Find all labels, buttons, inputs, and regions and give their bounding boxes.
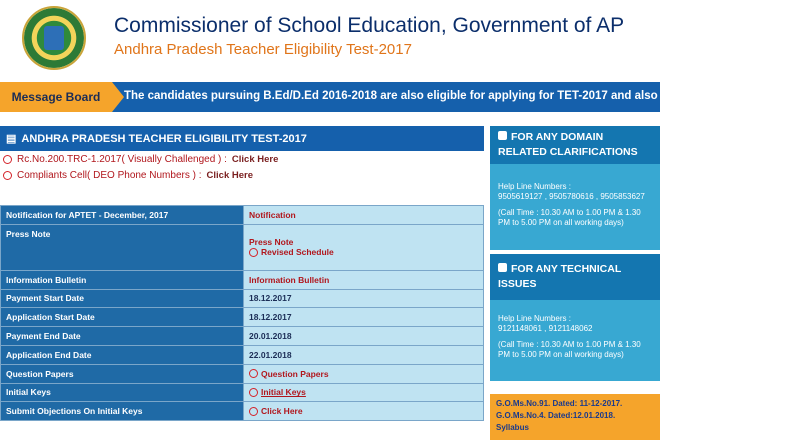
table-row bbox=[1, 308, 484, 327]
spacer bbox=[0, 183, 484, 205]
row-label: Press Note bbox=[1, 224, 244, 270]
table-row bbox=[1, 402, 484, 421]
table-row bbox=[1, 206, 484, 225]
initial-keys-link[interactable]: Initial Keys bbox=[244, 383, 484, 402]
pin-icon bbox=[3, 155, 12, 164]
call-timing: (Call Time : 10.30 AM to 1.00 PM & 1.30 PM to 5.00 PM on all working days) bbox=[498, 340, 641, 359]
pin-icon bbox=[3, 171, 12, 180]
go-91-link[interactable]: G.O.Ms.No.91. Dated: 11-12-2017. bbox=[496, 399, 623, 408]
table-row bbox=[1, 383, 484, 402]
link-text: Rc.No.200.TRC-1.2017( Visually Challenged ) : bbox=[17, 153, 227, 165]
technical-help-body bbox=[490, 300, 660, 381]
row-label: Payment Start Date bbox=[1, 289, 244, 308]
message-board-text[interactable]: The candidates pursuing B.Ed/D.Ed 2016-2018 are also eligible for applying for TET-2017 and also pursuing candidate Langu bbox=[124, 90, 805, 102]
information-bulletin-link[interactable]: Information Bulletin bbox=[244, 270, 484, 289]
phone-icon bbox=[498, 131, 507, 140]
site-title: Commissioner of School Education, Government of AP bbox=[114, 14, 625, 37]
table-row bbox=[1, 345, 484, 364]
go-links-box bbox=[490, 394, 660, 440]
message-board bbox=[0, 82, 805, 112]
doc-icon: ▤ bbox=[6, 133, 17, 145]
main-panel bbox=[0, 126, 484, 440]
main-heading-text: ANDHRA PRADESH TEACHER ELIGIBILITY TEST-2017 bbox=[21, 132, 307, 145]
click-here-link[interactable]: Click Here bbox=[231, 153, 279, 165]
submit-objections-link[interactable]: Click Here bbox=[244, 402, 484, 421]
press-note-link[interactable]: Press Note bbox=[249, 237, 294, 248]
link-text: Compliants Cell( DEO Phone Numbers ) : bbox=[17, 169, 202, 181]
question-papers-link[interactable]: Question Papers bbox=[244, 364, 484, 383]
link-complaints-cell[interactable] bbox=[0, 167, 484, 183]
domain-help-heading: FOR ANY DOMAIN RELATED CLARIFICATIONS bbox=[490, 126, 660, 164]
helpline-numbers: 9121148061 , 9121148062 bbox=[498, 324, 593, 333]
helpline-label: Help Line Numbers : bbox=[498, 314, 571, 323]
pin-icon bbox=[249, 248, 258, 257]
go-4-link[interactable]: G.O.Ms.No.4. Dated:12.01.2018. bbox=[496, 411, 616, 420]
row-value: 18.12.2017 bbox=[244, 308, 484, 327]
pin-icon bbox=[249, 388, 258, 397]
syllabus-link[interactable]: Syllabus bbox=[496, 423, 529, 432]
row-value: 20.01.2018 bbox=[244, 327, 484, 346]
emblem-center bbox=[44, 26, 64, 50]
technical-help-box bbox=[490, 254, 660, 366]
click-here-link[interactable]: Click Here bbox=[206, 169, 253, 181]
table-row bbox=[1, 270, 484, 289]
site-header bbox=[0, 0, 660, 80]
row-label: Question Papers bbox=[1, 364, 244, 383]
call-timing: (Call Time : 10.30 AM to 1.00 PM & 1.30 PM to 5.00 PM on all working days) bbox=[498, 208, 641, 227]
technical-help-heading: FOR ANY TECHNICAL ISSUES bbox=[490, 254, 660, 300]
site-subtitle: Andhra Pradesh Teacher Eligibility Test-2017 bbox=[114, 41, 412, 58]
row-label: Application End Date bbox=[1, 345, 244, 364]
table-row bbox=[1, 327, 484, 346]
press-note-cell bbox=[244, 224, 484, 270]
row-label: Application Start Date bbox=[1, 308, 244, 327]
row-label: Payment End Date bbox=[1, 327, 244, 346]
row-value: 18.12.2017 bbox=[244, 289, 484, 308]
helpline-numbers: 9505619127 , 9505780616 , 9505853627 bbox=[498, 192, 645, 201]
row-label: Submit Objections On Initial Keys bbox=[1, 402, 244, 421]
row-label: Notification for APTET - December, 2017 bbox=[1, 206, 244, 225]
notification-link[interactable]: Notification bbox=[244, 206, 484, 225]
row-value: 22.01.2018 bbox=[244, 345, 484, 364]
message-board-label: Message Board bbox=[0, 82, 112, 112]
domain-help-body bbox=[490, 164, 660, 250]
table-row bbox=[1, 364, 484, 383]
help-sidebar bbox=[490, 126, 660, 440]
domain-help-box bbox=[490, 126, 660, 250]
info-table bbox=[0, 205, 484, 421]
pin-icon bbox=[249, 407, 258, 416]
row-label: Initial Keys bbox=[1, 383, 244, 402]
helpline-label: Help Line Numbers : bbox=[498, 182, 571, 191]
main-panel-heading bbox=[0, 126, 484, 151]
pin-icon bbox=[249, 369, 258, 378]
table-row bbox=[1, 224, 484, 270]
ap-emblem-logo bbox=[22, 6, 86, 70]
revised-schedule-link[interactable]: Revised Schedule bbox=[249, 247, 478, 257]
phone-icon bbox=[498, 263, 507, 272]
link-visually-challenged[interactable] bbox=[0, 151, 484, 167]
row-label: Information Bulletin bbox=[1, 270, 244, 289]
table-row bbox=[1, 289, 484, 308]
